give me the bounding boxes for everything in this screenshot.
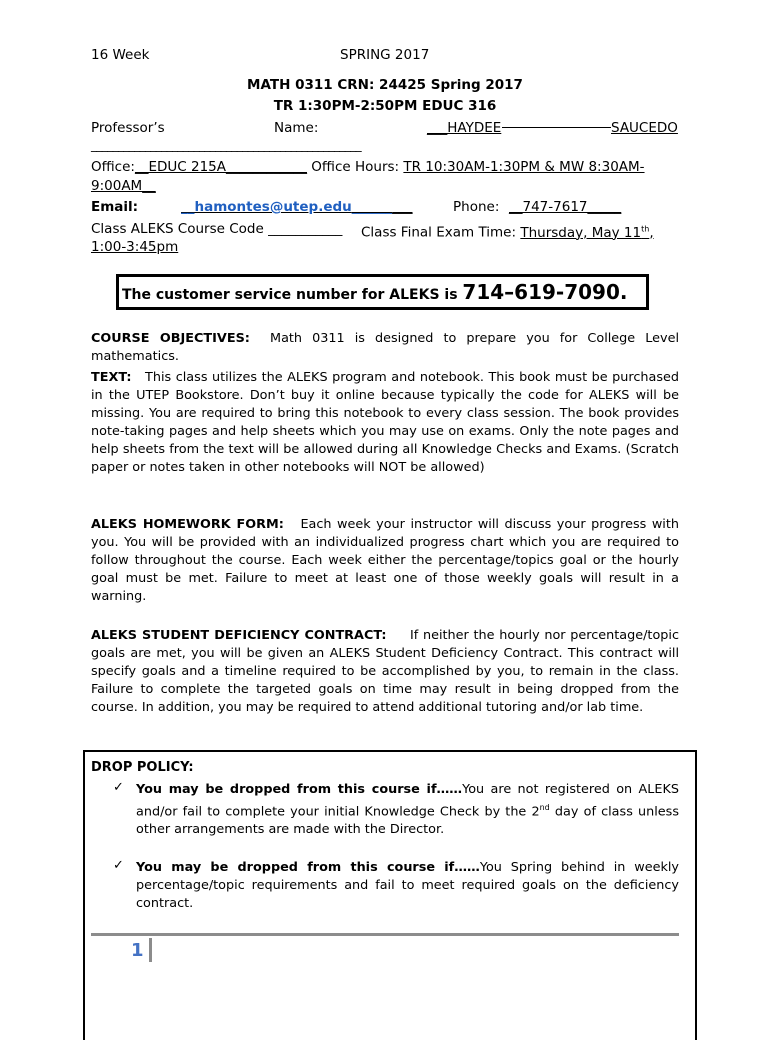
text-title: TEXT: — [91, 370, 132, 385]
homework-title: ALEKS HOMEWORK FORM: — [91, 517, 284, 532]
final-exam-time: 1:00-3:45pm — [91, 239, 179, 255]
page-number-bar — [149, 938, 152, 962]
email-label: Email: — [91, 199, 139, 215]
drop-item-1-lead: You may be dropped from this course if…… — [136, 782, 463, 797]
office-hours-value: TR 10:30AM-1:30PM & MW 8:30AM- — [403, 159, 645, 175]
email-tail: ___ — [392, 199, 413, 215]
drop-item-2-text: You Spring behind in weekly percentage/topic requirements and fail to meet required goals on the deficiency contract. — [136, 860, 680, 911]
footer-rule — [91, 933, 679, 936]
drop-item-1-sup: nd — [539, 803, 550, 812]
drop-item-1 — [136, 781, 679, 839]
text-section — [91, 369, 679, 477]
phone-label: Phone: — [453, 199, 500, 215]
notice-text: The customer service number for ALEKS is — [122, 287, 458, 303]
course-line: MATH 0311 CRN: 24425 Spring 2017 — [247, 77, 523, 93]
objectives-text: Math 0311 is designed to prepare you for College Level mathematics. — [91, 331, 679, 364]
final-exam-value: Thursday, May 11th, — [520, 224, 654, 241]
drop-item-1-text-b: day of class unless other arrangements are made with the Director. — [136, 804, 679, 838]
drop-item-2-lead: You may be dropped from this course if…… — [136, 860, 480, 875]
notice-number: 714–619-7090. — [462, 280, 628, 304]
course-objectives — [91, 330, 679, 366]
semester-label: SPRING 2017 — [340, 47, 430, 63]
homework-section — [91, 516, 679, 606]
phone-value: __747-7617_____ — [509, 199, 622, 215]
objectives-title: COURSE OBJECTIVES: — [91, 331, 250, 346]
drop-policy-title: DROP POLICY: — [91, 760, 194, 775]
page-number: 1 — [131, 940, 144, 961]
final-exam-row — [361, 220, 654, 242]
name-value-last: SAUCEDO — [611, 120, 678, 136]
office-hours-label: Office Hours: — [311, 159, 400, 175]
aleks-phone-notice — [116, 274, 649, 310]
schedule-line: TR 1:30PM-2:50PM EDUC 316 — [273, 98, 497, 114]
office-label: Office: — [91, 159, 135, 175]
contract-body: If neither the hourly nor percentage/topic goals are met, you will be given an ALEKS Student Deficiency Contract. This contract will specify goals and a timeline required to be accomplished by you, to remain in the class. Failure to complete the targeted goals on time may result in being dropped from the course. In addition, you may be required to attend additional tutoring and/or lab time. — [91, 628, 679, 715]
office-row — [91, 158, 645, 176]
office-value: __EDUC 215A____________ — [134, 159, 307, 175]
name-underline-tail: __________________________________________________ — [91, 138, 362, 152]
check-icon: ✓ — [113, 858, 124, 873]
office-hours-value-cont: 9:00AM__ — [91, 178, 156, 194]
check-icon: ✓ — [113, 780, 124, 795]
name-label: Name: — [274, 120, 319, 136]
text-body: This class utilizes the ALEKS program and notebook. This book must be purchased in the UTEP Bookstore. Don’t buy it online because typically the code for ALEKS will be missing. You are required to bring this notebook to every class session. The book provides note-taking pages and help sheets which you may use on exams. Only the note pages and help sheets from the text will be allowed during all Knowledge Checks and Exams. (Scratch paper or notes taken in other notebooks will NOT be allowed) — [91, 370, 679, 475]
professor-label: Professor’s — [91, 120, 165, 136]
name-underline-gap — [502, 127, 611, 128]
drop-item-1-text-a: You are not registered on ALEKS and/or fail to complete your initial Knowledge Check by the 2 — [136, 782, 679, 820]
aleks-code-label: Class ALEKS Course Code ___________ — [91, 221, 343, 237]
contract-section — [91, 627, 679, 717]
email-trail: ______ — [351, 199, 393, 215]
final-exam-label: Class Final Exam Time: — [361, 224, 517, 241]
contract-title: ALEKS STUDENT DEFICIENCY CONTRACT: — [91, 628, 387, 643]
email-link[interactable]: __hamontes@utep.edu — [181, 199, 352, 215]
homework-body: Each week your instructor will discuss your progress with you. You will be provided with an individualized progress chart which you are required to follow throughout the course. Each week either the percentage/topics goal or the hourly goal must be met. Failure to meet at least one of those weekly goals will result in a warning. — [91, 517, 679, 604]
drop-item-2 — [136, 859, 679, 913]
email-row — [181, 198, 413, 216]
name-value-first: ___HAYDEE — [427, 120, 502, 136]
weeks-label: 16 Week — [91, 47, 150, 63]
